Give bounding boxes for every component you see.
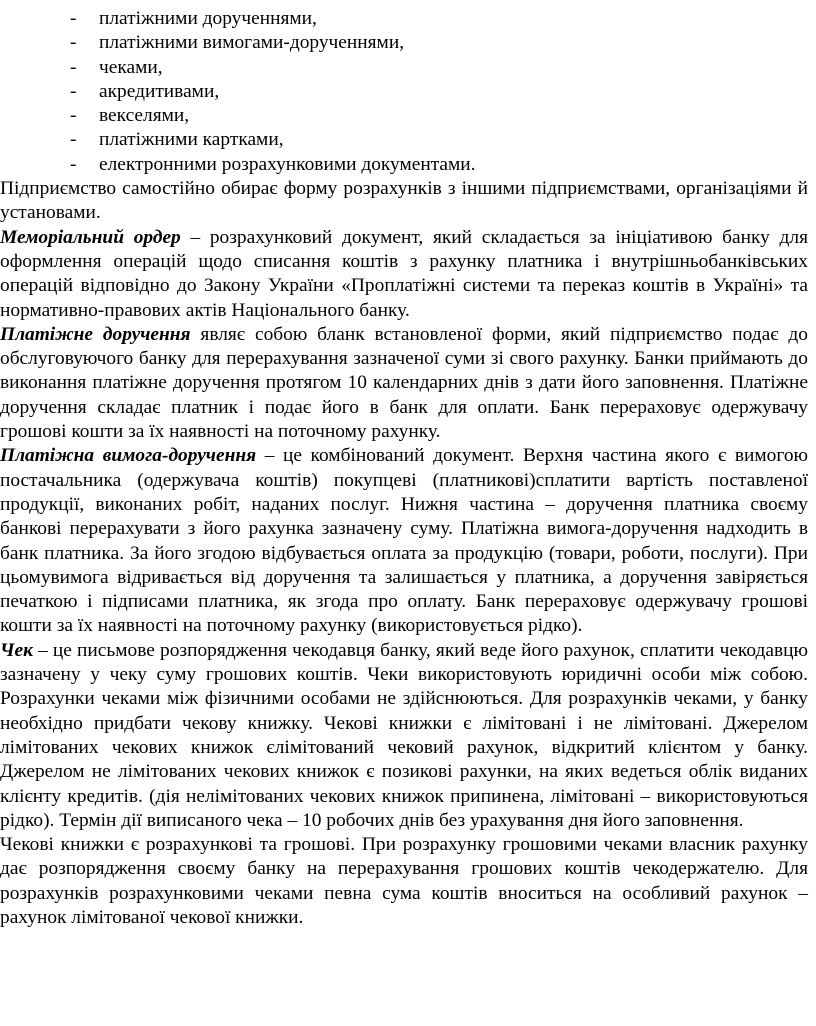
paragraph-intro (0, 177, 808, 226)
bullet-dash: - (70, 8, 77, 29)
settlement-forms-list (0, 7, 808, 177)
list-item-text: платіжними картками, (99, 129, 284, 151)
list-item (0, 31, 808, 55)
paragraph-cheque (0, 639, 808, 833)
term-cheque: Чек (0, 639, 33, 661)
list-item (0, 153, 808, 177)
paragraph-text: – розрахунковий документ, який складається за ініціативою банку для оформлення операцій щодо списання коштів з рахунку платника і внутрішньобанківських операцій відповідно до Закону України «Проплатіжні системи та переказ коштів в Україні» та нормативно-правових актів Національного банку. (0, 226, 809, 321)
term-payment-request: Платіжна вимога-доручення (0, 445, 257, 467)
list-item-text: чеками, (99, 56, 163, 78)
list-item (0, 128, 808, 152)
list-item (0, 7, 808, 31)
list-item-text: векселями, (99, 105, 190, 127)
paragraph-text: Підприємство самостійно обирає форму розрахунків з іншими підприємствами, організаціями й установами. (0, 178, 808, 224)
paragraph-payment-request (0, 444, 808, 638)
paragraph-payment-order (0, 323, 808, 444)
list-item-text: платіжними вимогами-дорученнями, (99, 32, 405, 54)
paragraph-memorial-order (0, 226, 808, 323)
paragraph-cheque-books (0, 833, 808, 930)
term-payment-order: Платіжне доручення (0, 323, 191, 345)
paragraph-text: Чекові книжки є розрахункові та грошові. При розрахунку грошовими чеками власник рахунку дає розпорядження своєму банку на перерахування грошових коштів чекодержателю. Для розрахунків розрахунковими чеками певна сума коштів вноситься на особливий рахунок – рахунок лімітованої чекової книжки. (0, 834, 808, 928)
paragraph-text: – це комбінований документ. Верхня частина якого є вимогою постачальника (одержувача коштів) покупцеві (платникові)сплатити вартість поставленої продукції, виконаних робіт, наданих послуг. Нижня частина – доручення платника своєму банкові перерахувати з його рахунка зазначену суму. Платіжна вимога-доручення надходить в банк платника. За його згодою відбувається оплата за продукцію (товари, роботи, послуги). При цьомувимога відривається від доручення та залишається у платника, а доручення завіряється печаткою і підписами платника, як згода про оплату. Банк перераховує одержувачу грошові кошти за їх наявності на поточному рахунку (використовується рідко). (0, 445, 808, 637)
list-item (0, 80, 808, 104)
bullet-dash: - (70, 80, 77, 102)
paragraph-text: – це письмове розпорядження чекодавця банку, який веде його рахунок, сплатити чекодавцю зазначену у чеку суму грошових коштів. Чеки використовують юридичні особи між собою. Розрахунки чеками між фізичними особами не здійснюються. Для розрахунків чеками, у банку необхідно придбати чекову книжку. Чекові книжки є лімітовані і не лімітовані. Джерелом лімітованих чекових книжок єлімітований чековий рахунок, відкритий клієнтом у банку. Джерелом не лімітованих чекових книжок є позикові рахунки, на яких ведеться облік виданих клієнту кредитів. (дія нелімітованих чекових книжок припинена, лімітовані – використовуються рідко). Термін дії виписаного чека – 10 робочих днів без урахування дня його заповнення. (0, 639, 808, 831)
paragraph-text: являє собою бланк встановленої форми, який підприємство подає до обслуговуючого банку для перерахування зазначеної суми зі свого рахунку. Банки приймають до виконання платіжне доручення протягом 10 календарних днів з дати його заповнення. Платіжне доручення складає платник і подає його в банк для оплати. Банк перераховує одержувачу грошові кошти за їх наявності на поточному рахунку. (0, 323, 808, 443)
bullet-dash: - (70, 153, 77, 175)
list-item (0, 56, 808, 80)
list-item (0, 104, 808, 128)
bullet-dash: - (70, 32, 77, 54)
list-item-text: платіжними дорученнями, (99, 8, 317, 29)
term-memorial-order: Меморіальний ордер (0, 226, 181, 248)
bullet-dash: - (70, 129, 77, 151)
bullet-dash: - (70, 56, 77, 78)
bullet-dash: - (70, 105, 77, 127)
list-item-text: акредитивами, (99, 80, 220, 102)
list-item-text: електронними розрахунковими документами. (99, 153, 476, 175)
